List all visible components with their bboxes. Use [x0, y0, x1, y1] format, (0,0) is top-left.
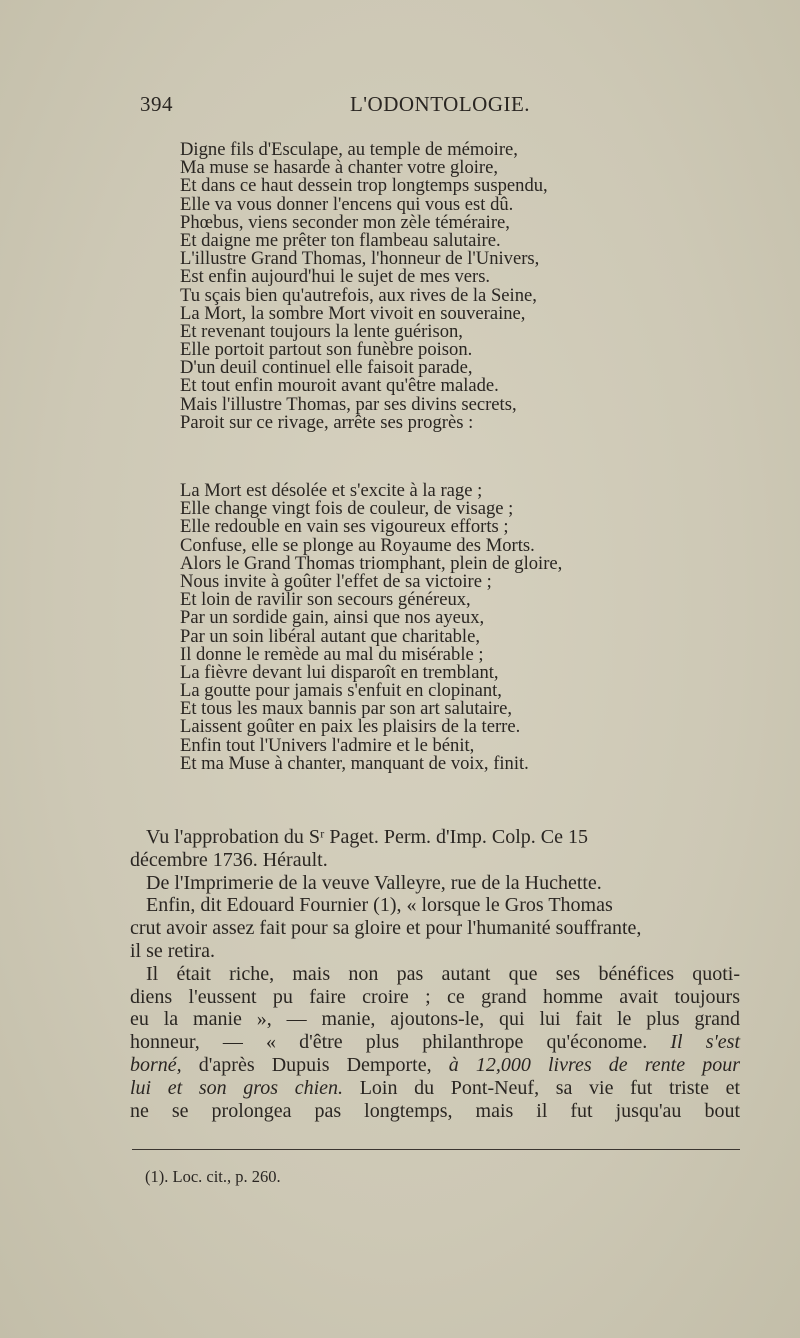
verse-line: Mais l'illustre Thomas, par ses divins secrets,	[180, 393, 517, 415]
verse-line: Et tous les maux bannis par son art salutaire,	[180, 698, 513, 720]
footnote-rule	[132, 1149, 740, 1150]
verse-line: Par un soin libéral autant que charitable,	[180, 625, 480, 647]
poem-stanza-1	[180, 141, 740, 432]
verse-line: Il donne le remède au mal du misérable ;	[180, 643, 484, 665]
verse-line: Confuse, elle se plonge au Royaume des Morts.	[180, 534, 535, 556]
verse-line: Et dans ce haut dessein trop longtemps suspendu,	[180, 175, 548, 197]
verse-line: Et daigne me prêter ton flambeau salutaire.	[180, 229, 501, 251]
paragraph-line: crut avoir assez fait pour sa gloire et pour l'humanité souffrante,	[130, 917, 642, 940]
paragraph-line: diens l'eussent pu faire croire ; ce grand homme avait toujours	[130, 985, 740, 1008]
verse-line: La fièvre devant lui disparoît en tremblant,	[180, 661, 499, 683]
verse-line: La goutte pour jamais s'enfuit en clopinant,	[180, 680, 502, 702]
page-header	[140, 92, 740, 120]
verse-line: Elle change vingt fois de couleur, de visage ;	[180, 498, 514, 520]
italic-text: Il s'est	[670, 1031, 741, 1054]
paragraph-line: il se retira.	[130, 939, 215, 962]
verse-line: Est enfin aujourd'hui le sujet de mes vers.	[180, 266, 491, 288]
verse-line: D'un deuil continuel elle faisoit parade,	[180, 357, 473, 379]
approbation-line: Vu l'approbation du Sʳ Paget. Perm. d'Imp. Colp. Ce 15	[146, 826, 588, 848]
paragraph-text: d'après Dupuis Demporte,	[198, 1053, 432, 1076]
verse-line: Elle redouble en vain ses vigoureux efforts ;	[180, 516, 509, 538]
paragraph-line	[130, 1077, 740, 1100]
verse-line: Paroit sur ce rivage, arrête ses progrès :	[180, 411, 474, 433]
paragraph-line: ne se prolongea pas longtemps, mais il fut jusqu'au bout	[130, 1099, 740, 1122]
verse-line: Elle va vous donner l'encens qui vous est dû.	[180, 193, 514, 215]
paragraph-line: eu la manie », — manie, ajoutons-le, qui lui fait le plus grand	[130, 1008, 740, 1031]
verse-line: Tu sçais bien qu'autrefois, aux rives de la Seine,	[180, 284, 537, 306]
paragraph-text: Loin du Pont-Neuf, sa vie fut triste et	[359, 1076, 741, 1099]
running-title: L'ODONTOLOGIE.	[349, 92, 531, 116]
verse-line: Et ma Muse à chanter, manquant de voix, finit.	[180, 752, 529, 774]
italic-text: borné,	[130, 1053, 182, 1076]
page-number: 394	[140, 92, 173, 116]
verse-line: La Mort, la sombre Mort vivoit en souveraine,	[180, 302, 526, 324]
verse-line: Et loin de ravilir son secours généreux,	[180, 589, 471, 611]
paragraph-line	[130, 1031, 740, 1054]
paragraph-text: honneur, — « d'être plus philanthrope qu'économe.	[130, 1031, 648, 1054]
verse-line: Ma muse se hasarde à chanter votre gloire,	[180, 157, 499, 179]
verse-line: Et revenant toujours la lente guérison,	[180, 320, 463, 342]
verse-line: Enfin tout l'Univers l'admire et le bénit,	[180, 734, 475, 756]
verse-line: Phœbus, viens seconder mon zèle téméraire,	[180, 211, 510, 233]
italic-text: à 12,000 livres de rente pour	[448, 1053, 741, 1076]
paragraph-line	[130, 1054, 740, 1077]
verse-line: Laissent goûter en paix les plaisirs de la terre.	[180, 716, 521, 738]
footnote: (1). Loc. cit., p. 260.	[145, 1167, 281, 1186]
verse-line: Nous invite à goûter l'effet de sa victoire ;	[180, 570, 492, 592]
paragraph-line: Enfin, dit Edouard Fournier (1), « lorsque le Gros Thomas	[146, 894, 613, 917]
approbation-line: décembre 1736. Hérault.	[130, 848, 328, 871]
verse-line: Et tout enfin mouroit avant qu'être malade.	[180, 375, 499, 397]
verse-line: Alors le Grand Thomas triomphant, plein de gloire,	[180, 552, 563, 574]
verse-line: Digne fils d'Esculape, au temple de mémoire,	[180, 139, 518, 160]
verse-line: Elle portoit partout son funèbre poison.	[180, 339, 473, 361]
verse-line: L'illustre Grand Thomas, l'honneur de l'Univers,	[180, 248, 540, 270]
imprint-line: De l'Imprimerie de la veuve Valleyre, rue de la Huchette.	[146, 871, 602, 894]
poem-stanza-2	[180, 482, 740, 773]
paragraph-line: Il était riche, mais non pas autant que ses bénéfices quoti-	[146, 962, 740, 985]
italic-text: lui et son gros chien.	[130, 1076, 344, 1099]
prose-body	[130, 826, 740, 1122]
verse-line: La Mort est désolée et s'excite à la rage ;	[180, 480, 483, 501]
verse-line: Par un sordide gain, ainsi que nos ayeux,	[180, 607, 485, 629]
